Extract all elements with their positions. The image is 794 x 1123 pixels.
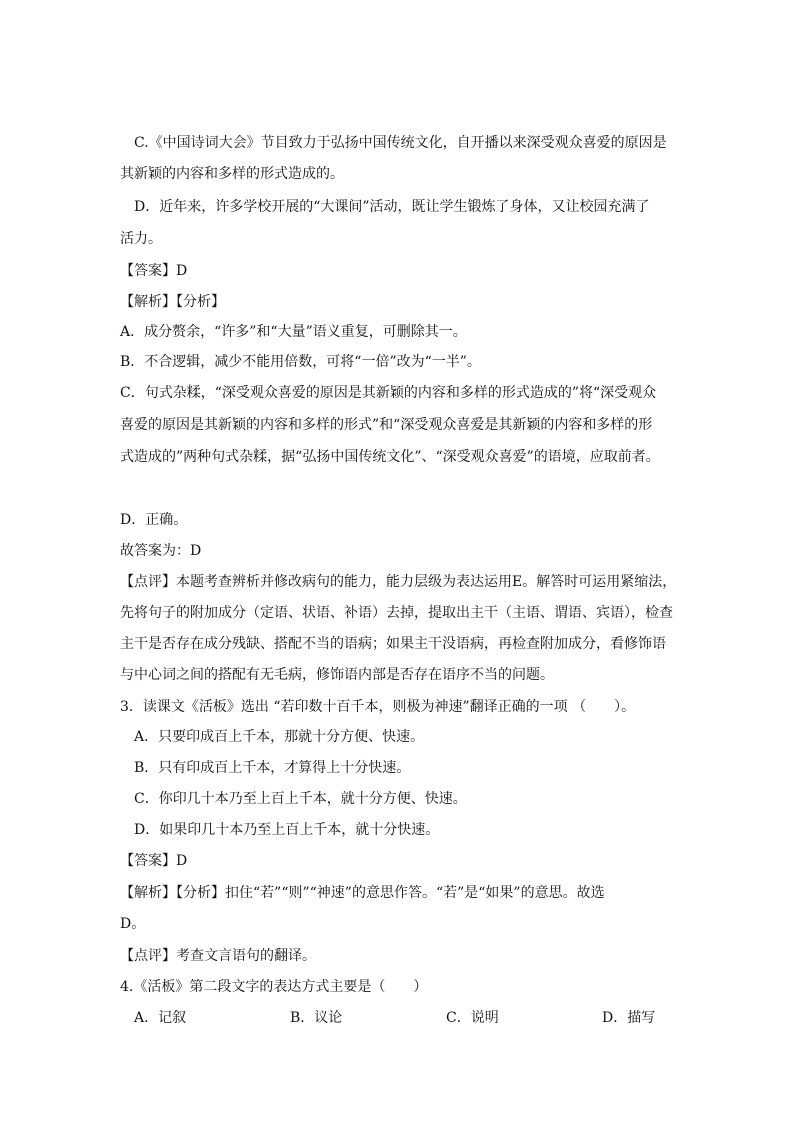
- answer-label: 【答案】D: [120, 853, 188, 869]
- text-line: A．成分赘余，“许多”和“大量”语义重复，可删除其一。: [120, 324, 467, 340]
- q4-option-d: D．描写: [602, 1010, 656, 1026]
- option-b: B．只有印成百上千本，才算得上十分快速。: [134, 760, 411, 776]
- comment-line: 【点评】本题考查辨析并修改病句的能力，能力层级为表达运用E。解答时可运用紧缩法，: [120, 574, 677, 590]
- text-line: 其新颖的内容和多样的形式造成的。: [120, 166, 344, 182]
- q4-option-a: A．记叙: [134, 1010, 187, 1026]
- text-line: 主干是否存在成分残缺、搭配不当的语病；如果主干没语病，再检查附加成分，看修饰语: [120, 636, 666, 652]
- comment-line: 【点评】考查文言语句的翻译。: [120, 948, 316, 964]
- question-3: 3．读课文《活板》选出 “若印数十百千本，则极为神速”翻译正确的一项 （ ）。: [120, 699, 636, 715]
- text-line: 先将句子的附加成分（定语、状语、补语）去掉，提取出主干（主语、谓语、宾语），检查: [120, 605, 673, 621]
- option-d: D．如果印几十本乃至上百上千本，就十分快速。: [134, 822, 440, 838]
- answer-label: 【答案】D: [120, 263, 188, 279]
- question-4: 4.《活板》第二段文字的表达方式主要是（ ）: [120, 979, 428, 995]
- text-line: C．句式杂糅，“深受观众喜爱的原因是其新颖的内容和多样的形式造成的”将“深受观众: [120, 385, 657, 401]
- analysis-label: 【解析】【分析】: [120, 294, 225, 310]
- text-line: D．近年来，许多学校开展的“大课间”活动，既让学生锻炼了身体，又让校园充满了: [134, 199, 650, 215]
- q4-option-b: B．议论: [290, 1010, 343, 1026]
- text-line: 活力。: [120, 231, 162, 247]
- text-line: B．不合逻辑，减少不能用倍数，可将“一倍”改为“一半”。: [120, 354, 481, 370]
- text-line: C.《中国诗词大会》节目致力于弘扬中国传统文化，自开播以来深受观众喜爱的原因是: [134, 135, 667, 151]
- text-line: 喜爱的原因是其新颖的内容和多样的形式”和“深受观众喜爱是其新颖的内容和多样的形: [120, 417, 653, 433]
- text-line: D．正确。: [120, 512, 188, 528]
- text-line: 故答案为：D: [120, 543, 202, 559]
- text-line: 与中心词之间的搭配有无毛病，修饰语内部是否存在语序不当的问题。: [120, 667, 554, 683]
- q4-option-c: C．说明: [446, 1010, 499, 1026]
- option-c: C．你印几十本乃至上百上千本，就十分方便、快速。: [134, 791, 467, 807]
- text-line: D。: [120, 916, 146, 932]
- text-line: 式造成的”两种句式杂糅，据“弘扬中国传统文化”、“深受观众喜爱”的语境，应取前者。: [120, 449, 660, 465]
- analysis-line: 【解析】【分析】扣住“若”“则”“神速”的意思作答。“若”是“如果”的意思。故选: [120, 885, 605, 901]
- option-a: A．只要印成百上千本，那就十分方便、快速。: [134, 729, 425, 745]
